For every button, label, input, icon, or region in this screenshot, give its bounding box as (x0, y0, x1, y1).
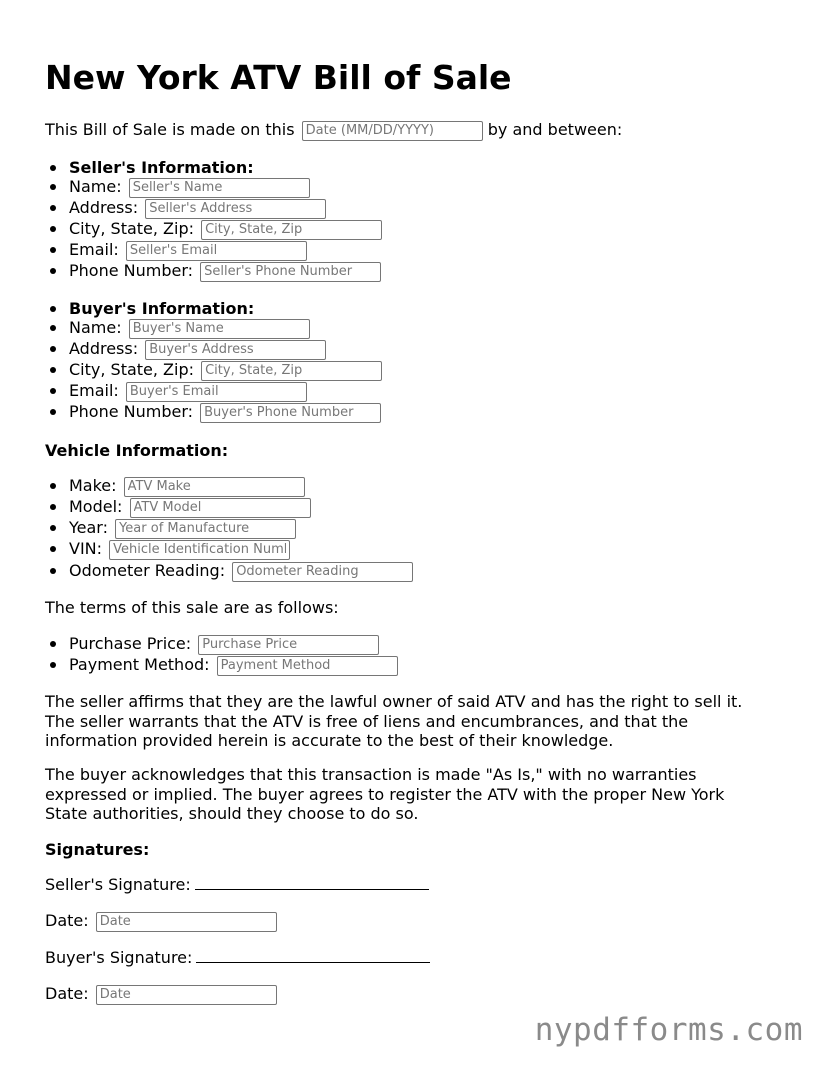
buyer-address-item (69, 338, 326, 360)
seller-email-input[interactable] (126, 241, 307, 261)
seller-city-label: City, State, Zip: (69, 219, 195, 238)
buyer-email-label: Email: (69, 381, 119, 400)
seller-affirmation-paragraph: The seller affirms that they are the lawful owner of said ATV and has the right to sell it. The seller warrants that the ATV is free of liens and encumbrances, and that the information provided herein is accurate to the best of their knowledge. (45, 692, 743, 750)
signatures-heading: Signatures: (45, 840, 150, 859)
seller-name-item (69, 176, 310, 198)
intro-text-before: This Bill of Sale is made on this (45, 120, 295, 139)
payment-method-item (69, 654, 398, 676)
purchase-price-label: Purchase Price: (69, 634, 192, 653)
buyer-acknowledgement-paragraph: The buyer acknowledges that this transaction is made "As Is," with no warranties expressed or implied. The buyer agrees to register the ATV with the proper New York State authorities, should they choose to do so. (45, 765, 725, 823)
vehicle-vin-input[interactable] (109, 540, 290, 560)
seller-city-input[interactable] (201, 220, 382, 240)
buyer-signature-line[interactable] (196, 947, 430, 963)
buyer-address-label: Address: (69, 339, 139, 358)
purchase-price-item (69, 633, 379, 655)
sale-date-input[interactable] (302, 121, 483, 141)
payment-method-input[interactable] (217, 656, 398, 676)
vehicle-make-label: Make: (69, 476, 117, 495)
buyer-address-input[interactable] (145, 340, 326, 360)
buyer-email-item (69, 380, 307, 402)
buyer-date-row (45, 983, 277, 1005)
seller-heading: Seller's Information: (69, 158, 254, 177)
buyer-name-item (69, 317, 310, 339)
seller-address-label: Address: (69, 198, 139, 217)
seller-phone-label: Phone Number: (69, 261, 194, 280)
vehicle-year-item (69, 517, 296, 539)
vehicle-make-input[interactable] (124, 477, 305, 497)
vehicle-year-label: Year: (69, 518, 108, 537)
buyer-email-input[interactable] (126, 382, 307, 402)
buyer-heading: Buyer's Information: (69, 299, 255, 318)
vehicle-odometer-input[interactable] (232, 562, 413, 582)
seller-date-label: Date: (45, 911, 89, 930)
buyer-date-label: Date: (45, 984, 89, 1003)
vehicle-model-input[interactable] (130, 498, 311, 518)
intro-text-after: by and between: (487, 120, 623, 139)
vehicle-model-item (69, 496, 311, 518)
seller-email-item (69, 239, 307, 261)
seller-signature-label: Seller's Signature: (45, 875, 191, 894)
seller-address-item (69, 197, 326, 219)
vehicle-model-label: Model: (69, 497, 123, 516)
seller-signature-line[interactable] (195, 874, 429, 890)
seller-name-input[interactable] (129, 178, 310, 198)
seller-date-row (45, 910, 277, 932)
watermark: nypdfforms.com (534, 1012, 803, 1048)
vehicle-make-item (69, 475, 305, 497)
terms-intro: The terms of this sale are as follows: (45, 598, 339, 617)
buyer-city-label: City, State, Zip: (69, 360, 195, 379)
buyer-phone-label: Phone Number: (69, 402, 194, 421)
vehicle-odometer-item (69, 560, 413, 582)
buyer-name-label: Name: (69, 318, 122, 337)
buyer-phone-input[interactable] (200, 403, 381, 423)
vehicle-heading: Vehicle Information: (45, 441, 229, 460)
seller-date-input[interactable] (96, 912, 277, 932)
buyer-signature-row (45, 947, 430, 968)
seller-address-input[interactable] (145, 199, 326, 219)
vehicle-odometer-label: Odometer Reading: (69, 561, 226, 580)
buyer-date-input[interactable] (96, 985, 277, 1005)
seller-email-label: Email: (69, 240, 119, 259)
payment-method-label: Payment Method: (69, 655, 210, 674)
vehicle-vin-label: VIN: (69, 539, 103, 558)
vehicle-year-input[interactable] (115, 519, 296, 539)
buyer-city-input[interactable] (201, 361, 382, 381)
buyer-signature-label: Buyer's Signature: (45, 948, 193, 967)
seller-signature-row (45, 874, 429, 895)
purchase-price-input[interactable] (198, 635, 379, 655)
buyer-name-input[interactable] (129, 319, 310, 339)
buyer-phone-item (69, 401, 381, 423)
intro-line (45, 119, 622, 141)
seller-phone-input[interactable] (200, 262, 381, 282)
seller-name-label: Name: (69, 177, 122, 196)
seller-city-item (69, 218, 382, 240)
vehicle-vin-item (69, 538, 290, 560)
buyer-city-item (69, 359, 382, 381)
page-title: New York ATV Bill of Sale (45, 58, 512, 97)
seller-phone-item (69, 260, 381, 282)
